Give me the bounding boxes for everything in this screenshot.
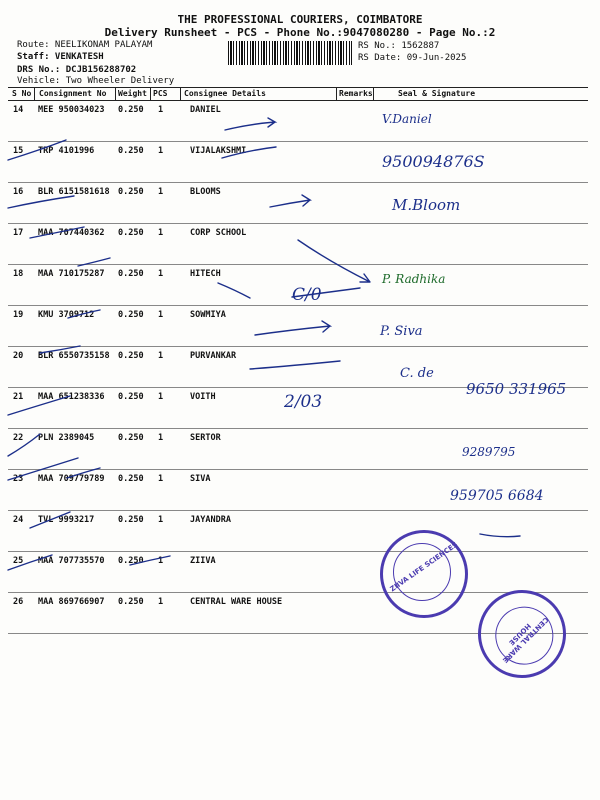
row-consignee: VIJALAKSHMI <box>190 146 247 156</box>
row-sno: 22 <box>13 433 24 443</box>
row-pcs: 1 <box>158 556 164 566</box>
signature-sowmiya: P. Siva <box>380 324 423 339</box>
row-pcs: 1 <box>158 597 164 607</box>
row-sno: 18 <box>13 269 24 279</box>
signature-purvankar: C. de <box>400 366 434 381</box>
row-weight: 0.250 <box>118 556 144 566</box>
row-consignee: PURVANKAR <box>190 351 237 361</box>
rs-date: RS Date: 09-Jun-2025 <box>358 53 467 63</box>
phone-sertor: 9289795 <box>462 445 516 459</box>
row-consignment: KMU 3709712 <box>38 310 95 320</box>
remark-hitech: C/0 <box>292 285 322 305</box>
col-header-consignee: Consignee Details <box>184 89 266 98</box>
row-weight: 0.250 <box>118 310 144 320</box>
stamp-ziiva <box>380 530 468 618</box>
row-pcs: 1 <box>158 515 164 525</box>
row-consignee: JAYANDRA <box>190 515 231 525</box>
signature-blooms: M.Bloom <box>392 196 461 214</box>
stamp-cwh-text: CENTRAL WARE HOUSE <box>500 615 550 665</box>
row-consignment: MAA 869766907 <box>38 597 105 607</box>
row-sno: 20 <box>13 351 24 361</box>
row-consignment: MAA 707735570 <box>38 556 105 566</box>
row-sno: 14 <box>13 105 24 115</box>
row-consignment: MAA 651238336 <box>38 392 105 402</box>
row-consignment: MEE 950034023 <box>38 105 105 115</box>
row-weight: 0.250 <box>118 105 144 115</box>
rs-number: RS No.: 1562887 <box>358 41 440 51</box>
row-pcs: 1 <box>158 351 164 361</box>
col-header-seal: Seal & Signature <box>398 89 476 98</box>
stamp-ziiva-text: ZIIVA LIFE SCIENCES <box>388 540 460 594</box>
drs-label: DRS No.: DCJB156288702 <box>17 65 137 75</box>
route-label: Route: NEELIKONAM PALAYAM <box>17 40 153 50</box>
row-sno: 15 <box>13 146 24 156</box>
company-title: THE PROFESSIONAL COURIERS, COIMBATORE <box>177 13 423 26</box>
vehicle-label: Vehicle: Two Wheeler Delivery <box>17 76 175 86</box>
row-weight: 0.250 <box>118 228 144 238</box>
row-consignment: TRP 4101996 <box>38 146 95 156</box>
row-pcs: 1 <box>158 269 164 279</box>
signature-daniel: V.Daniel <box>382 112 432 126</box>
staff-label: Staff: VENKATESH <box>17 52 104 62</box>
row-pcs: 1 <box>158 228 164 238</box>
row-consignment: MAA 707440362 <box>38 228 105 238</box>
row-sno: 21 <box>13 392 24 402</box>
row-consignment: TVL 9993217 <box>38 515 95 525</box>
row-sno: 17 <box>13 228 24 238</box>
row-consignee: CORP SCHOOL <box>190 228 247 238</box>
row-consignee: VOITH <box>190 392 216 402</box>
row-sno: 23 <box>13 474 24 484</box>
row-consignment: BLR 6151581618 <box>38 187 110 197</box>
col-header-sno: S No <box>12 89 32 98</box>
row-pcs: 1 <box>158 187 164 197</box>
row-pcs: 1 <box>158 474 164 484</box>
row-weight: 0.250 <box>118 187 144 197</box>
col-header-remarks: Remarks <box>339 89 373 98</box>
row-consignee: ZIIVA <box>190 556 216 566</box>
row-sno: 26 <box>13 597 24 607</box>
row-consignment: BLR 6550735158 <box>38 351 110 361</box>
row-consignee: SERTOR <box>190 433 221 443</box>
row-weight: 0.250 <box>118 392 144 402</box>
row-consignment: MAA 710175287 <box>38 269 105 279</box>
row-sno: 24 <box>13 515 24 525</box>
row-consignee: CENTRAL WARE HOUSE <box>190 597 283 607</box>
phone-voith: 9650 331965 <box>466 380 567 398</box>
remark-voith: 2/03 <box>284 392 323 412</box>
row-sno: 16 <box>13 187 24 197</box>
signature-hitech: P. Radhika <box>382 272 446 286</box>
row-pcs: 1 <box>158 146 164 156</box>
col-header-weight: Weight <box>118 89 147 98</box>
row-consignee: HITECH <box>190 269 221 279</box>
row-weight: 0.250 <box>118 515 144 525</box>
row-consignee: BLOOMS <box>190 187 221 197</box>
signature-vijalakshmi: 950094876S <box>382 152 485 171</box>
row-weight: 0.250 <box>118 351 144 361</box>
row-consignee: DANIEL <box>190 105 221 115</box>
row-consignee: SIVA <box>190 474 211 484</box>
row-pcs: 1 <box>158 310 164 320</box>
row-pcs: 1 <box>158 433 164 443</box>
row-consignment: PLN 2389045 <box>38 433 95 443</box>
row-consignee: SOWMIYA <box>190 310 226 320</box>
row-weight: 0.250 <box>118 597 144 607</box>
row-weight: 0.250 <box>118 146 144 156</box>
row-weight: 0.250 <box>118 433 144 443</box>
row-pcs: 1 <box>158 392 164 402</box>
row-sno: 25 <box>13 556 24 566</box>
runsheet-subtitle: Delivery Runsheet - PCS - Phone No.:9047080280 - Page No.:2 <box>104 26 496 39</box>
row-weight: 0.250 <box>118 474 144 484</box>
col-header-pcs: PCS <box>153 89 168 98</box>
row-sno: 19 <box>13 310 24 320</box>
row-weight: 0.250 <box>118 269 144 279</box>
col-header-consignment: Consignment No <box>39 89 107 98</box>
row-pcs: 1 <box>158 105 164 115</box>
phone-siva: 959705 6684 <box>450 488 544 504</box>
row-consignment: MAA 709779789 <box>38 474 105 484</box>
